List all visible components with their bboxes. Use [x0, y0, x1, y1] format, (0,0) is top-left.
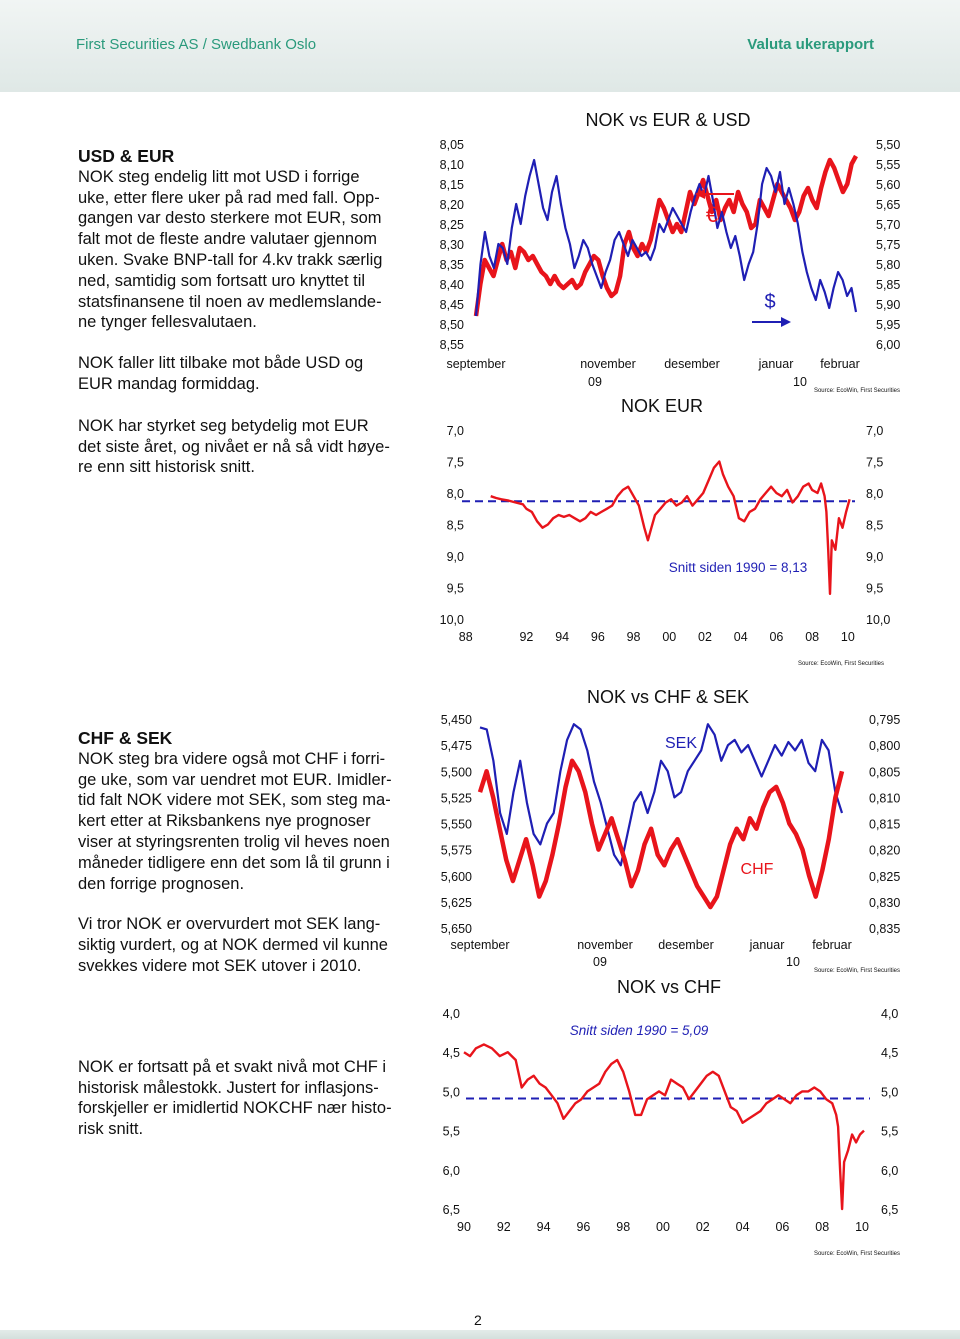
text-line: NOK faller litt tilbake mot både USD og	[78, 354, 364, 373]
section-title: USD & EUR	[78, 146, 175, 166]
x-tick-label: 04	[733, 630, 748, 644]
x-tick-label: november	[577, 938, 633, 952]
y-tick-label: 8,05	[439, 138, 464, 152]
y-tick-label: 10,0	[439, 613, 464, 627]
x-tick-label: 98	[626, 630, 641, 644]
text-line: re enn sitt historisk snitt.	[78, 458, 255, 477]
y-tick-label: 5,450	[440, 713, 472, 727]
chart-title: NOK vs EUR & USD	[585, 110, 751, 130]
y-tick-label: 8,40	[439, 278, 464, 292]
chart-title: NOK vs CHF	[616, 977, 722, 997]
y2-tick-label: 4,0	[881, 1007, 899, 1021]
y2-tick-label: 5,90	[876, 298, 901, 312]
average-label: Snitt siden 1990 = 5,09	[569, 1023, 709, 1038]
y-tick-label: 5,475	[440, 739, 472, 754]
x-tick-label: 00	[656, 1220, 670, 1234]
y-tick-label: 7,0	[446, 424, 464, 438]
y-tick-label: 5,525	[440, 791, 472, 806]
x-tick-label: 92	[496, 1220, 511, 1234]
y-tick-label: 8,0	[446, 487, 464, 501]
text-line: kert etter at Riksbankens nye prognoser	[78, 812, 371, 831]
text-line: historisk målestokk. Justert for inflasjons-	[78, 1078, 379, 1097]
text-line: forskjeller er imidlertid NOKCHF nær histo-	[78, 1099, 392, 1118]
y-tick-label: 8,55	[439, 338, 464, 352]
x-tick-label: 08	[805, 630, 820, 644]
sek-label: SEK	[664, 735, 698, 752]
x-tick-label: 96	[590, 630, 605, 644]
y2-tick-label: 0,815	[869, 817, 901, 832]
chart-source: Source: EcoWin, First Securities	[797, 661, 884, 667]
chart-title: NOK EUR	[620, 396, 704, 416]
text-line: uke, etter flere uker på rad med fall. Opp-	[78, 188, 380, 207]
x-tick-label: desember	[664, 357, 720, 371]
y2-tick-label: 7,5	[866, 455, 884, 470]
x-tick-label: 96	[576, 1220, 591, 1234]
dollar-arrow-head	[781, 317, 791, 327]
y-tick-label: 5,500	[440, 765, 472, 780]
text-line: NOK steg bra videre også mot CHF i forri-	[78, 749, 386, 768]
text-line: uken. Svake BNP-tall for 4.kv trakk særlig	[78, 250, 383, 269]
chf-label: CHF	[740, 861, 774, 878]
x-tick-label: februar	[820, 357, 860, 371]
x-tick-label: 10	[855, 1220, 869, 1234]
y-tick-label: 5,625	[440, 895, 472, 910]
y-tick-label: 4,5	[442, 1046, 460, 1061]
y-tick-label: 8,5	[446, 518, 464, 533]
x-tick-label: februar	[812, 938, 852, 952]
x-tick-label: 94	[555, 630, 570, 644]
y2-tick-label: 5,60	[876, 178, 901, 192]
x-tick-label: september	[446, 357, 506, 371]
text-line: den forrige prognosen.	[78, 874, 245, 893]
y2-tick-label: 10,0	[866, 613, 891, 627]
chart-source: Source: EcoWin, First Securities	[813, 968, 900, 974]
chart-title: NOK vs CHF & SEK	[586, 687, 750, 707]
x-tick-label: 10	[840, 630, 855, 644]
series-line	[476, 160, 856, 316]
y2-tick-label: 6,00	[876, 338, 901, 352]
section-title: CHF & SEK	[78, 728, 173, 748]
text-line: viser at styringsrenten trolig vil heves noen	[78, 832, 390, 851]
y2-tick-label: 0,800	[869, 739, 901, 754]
text-line: siktig vurdert, og at NOK dermed vil kunne	[78, 936, 388, 955]
text-line: falt mot de fleste andre valutaer gjennom	[78, 230, 378, 249]
y-tick-label: 5,550	[440, 817, 472, 832]
euro-label: €	[705, 202, 719, 227]
y2-tick-label: 0,830	[869, 895, 901, 910]
y-tick-label: 7,5	[446, 455, 464, 470]
y2-tick-label: 7,0	[866, 424, 884, 438]
chart-source: Source: EcoWin, First Securities	[813, 1251, 900, 1257]
x-tick-label: september	[450, 938, 510, 952]
series-line	[464, 1044, 864, 1209]
y2-tick-label: 5,0	[881, 1085, 899, 1100]
x-tick-label: 02	[698, 630, 712, 644]
y-tick-label: 8,45	[439, 298, 464, 312]
y2-tick-label: 8,5	[866, 518, 884, 533]
page-number: 2	[474, 1312, 482, 1328]
text-line: ge uke, som var uendret mot EUR. Imidler-	[78, 770, 392, 789]
text-line: Vi tror NOK er overvurdert mot SEK lang-	[78, 915, 381, 934]
text-line: ned, samtidig som fortsatt uro knyttet til	[78, 271, 366, 290]
x-tick-label: 90	[457, 1220, 471, 1234]
text-line: svekkes videre mot SEK utover i 2010.	[78, 956, 362, 975]
y2-tick-label: 0,820	[869, 843, 901, 858]
x-tick-label: 06	[775, 1220, 790, 1234]
y-tick-label: 5,5	[442, 1124, 460, 1139]
y-tick-label: 4,0	[442, 1007, 460, 1021]
text-line: NOK har styrket seg betydelig mot EUR	[78, 416, 369, 435]
text-line: gangen var desto sterkere mot EUR, som	[78, 209, 382, 228]
text-line: EUR mandag formiddag.	[78, 374, 260, 393]
page-footer	[0, 1330, 960, 1339]
y-tick-label: 8,35	[439, 258, 464, 272]
y2-tick-label: 6,0	[881, 1163, 899, 1178]
x-tick-label: 02	[695, 1220, 710, 1234]
y2-tick-label: 0,795	[869, 713, 901, 727]
text-line: ne tynger fellesvalutaen.	[78, 313, 257, 332]
y2-tick-label: 5,65	[876, 198, 901, 212]
y-tick-label: 6,5	[442, 1203, 460, 1217]
y2-tick-label: 5,85	[876, 278, 901, 292]
y-tick-label: 8,15	[439, 178, 464, 192]
x-tick-label: 00	[662, 630, 677, 644]
year-label: 09	[588, 375, 602, 389]
text-line: NOK steg endelig litt mot USD i forrige	[78, 167, 360, 186]
x-tick-label: 88	[458, 630, 473, 644]
x-tick-label: 94	[536, 1220, 551, 1234]
x-tick-label: januar	[749, 938, 785, 952]
y2-tick-label: 5,5	[881, 1124, 899, 1139]
y2-tick-label: 0,805	[869, 765, 901, 780]
header-report-title: Valuta ukerapport	[747, 36, 874, 53]
y-tick-label: 8,50	[439, 318, 464, 332]
x-tick-label: 92	[519, 630, 534, 644]
y-tick-label: 6,0	[442, 1163, 460, 1178]
y2-tick-label: 5,55	[876, 158, 901, 172]
y2-tick-label: 9,5	[866, 581, 884, 596]
chart-source: Source: EcoWin, First Securities	[813, 388, 900, 394]
text-line: måneder tidligere enn det som lå til grunn i	[78, 853, 390, 872]
y-tick-label: 5,0	[442, 1085, 460, 1100]
y-tick-label: 5,650	[440, 922, 472, 936]
y-tick-label: 5,575	[440, 843, 472, 858]
x-tick-label: november	[580, 357, 636, 371]
x-tick-label: 08	[815, 1220, 830, 1234]
x-tick-label: 04	[735, 1220, 750, 1234]
y2-tick-label: 4,5	[881, 1046, 899, 1061]
x-tick-label: desember	[658, 938, 714, 952]
x-tick-label: 98	[616, 1220, 631, 1234]
y-tick-label: 8,30	[439, 238, 464, 252]
y2-tick-label: 5,80	[876, 258, 901, 272]
y2-tick-label: 0,825	[869, 869, 901, 884]
text-line: risk snitt.	[78, 1120, 144, 1139]
series-line	[480, 724, 842, 865]
text-line: NOK er fortsatt på et svakt nivå mot CHF i	[78, 1057, 387, 1076]
text-line: tid falt NOK videre mot SEK, som steg ma-	[78, 791, 391, 810]
text-line: statsfinansene til noen av medlemslande-	[78, 292, 382, 311]
y2-tick-label: 5,75	[876, 238, 901, 252]
header-company: First Securities AS / Swedbank Oslo	[76, 36, 317, 53]
x-tick-label: 06	[769, 630, 784, 644]
y-tick-label: 8,20	[439, 198, 464, 212]
y-tick-label: 8,10	[439, 158, 464, 172]
year-label: 09	[593, 955, 607, 969]
y2-tick-label: 5,50	[876, 138, 901, 152]
y-tick-label: 9,0	[446, 550, 464, 564]
y2-tick-label: 8,0	[866, 487, 884, 501]
dollar-label: $	[764, 291, 776, 313]
y2-tick-label: 9,0	[866, 550, 884, 564]
y-tick-label: 9,5	[446, 581, 464, 596]
y2-tick-label: 6,5	[881, 1203, 899, 1217]
year-label: 10	[786, 955, 800, 969]
y-tick-label: 5,600	[440, 869, 472, 884]
y2-tick-label: 5,70	[876, 218, 901, 232]
y2-tick-label: 0,810	[869, 791, 901, 806]
average-label: Snitt siden 1990 = 8,13	[668, 560, 808, 575]
y-tick-label: 8,25	[439, 218, 464, 232]
y2-tick-label: 0,835	[869, 922, 901, 936]
x-tick-label: januar	[758, 357, 794, 371]
text-line: det siste året, og nivået er nå så vidt høye-	[78, 437, 390, 456]
year-label: 10	[793, 375, 807, 389]
y2-tick-label: 5,95	[876, 318, 901, 332]
